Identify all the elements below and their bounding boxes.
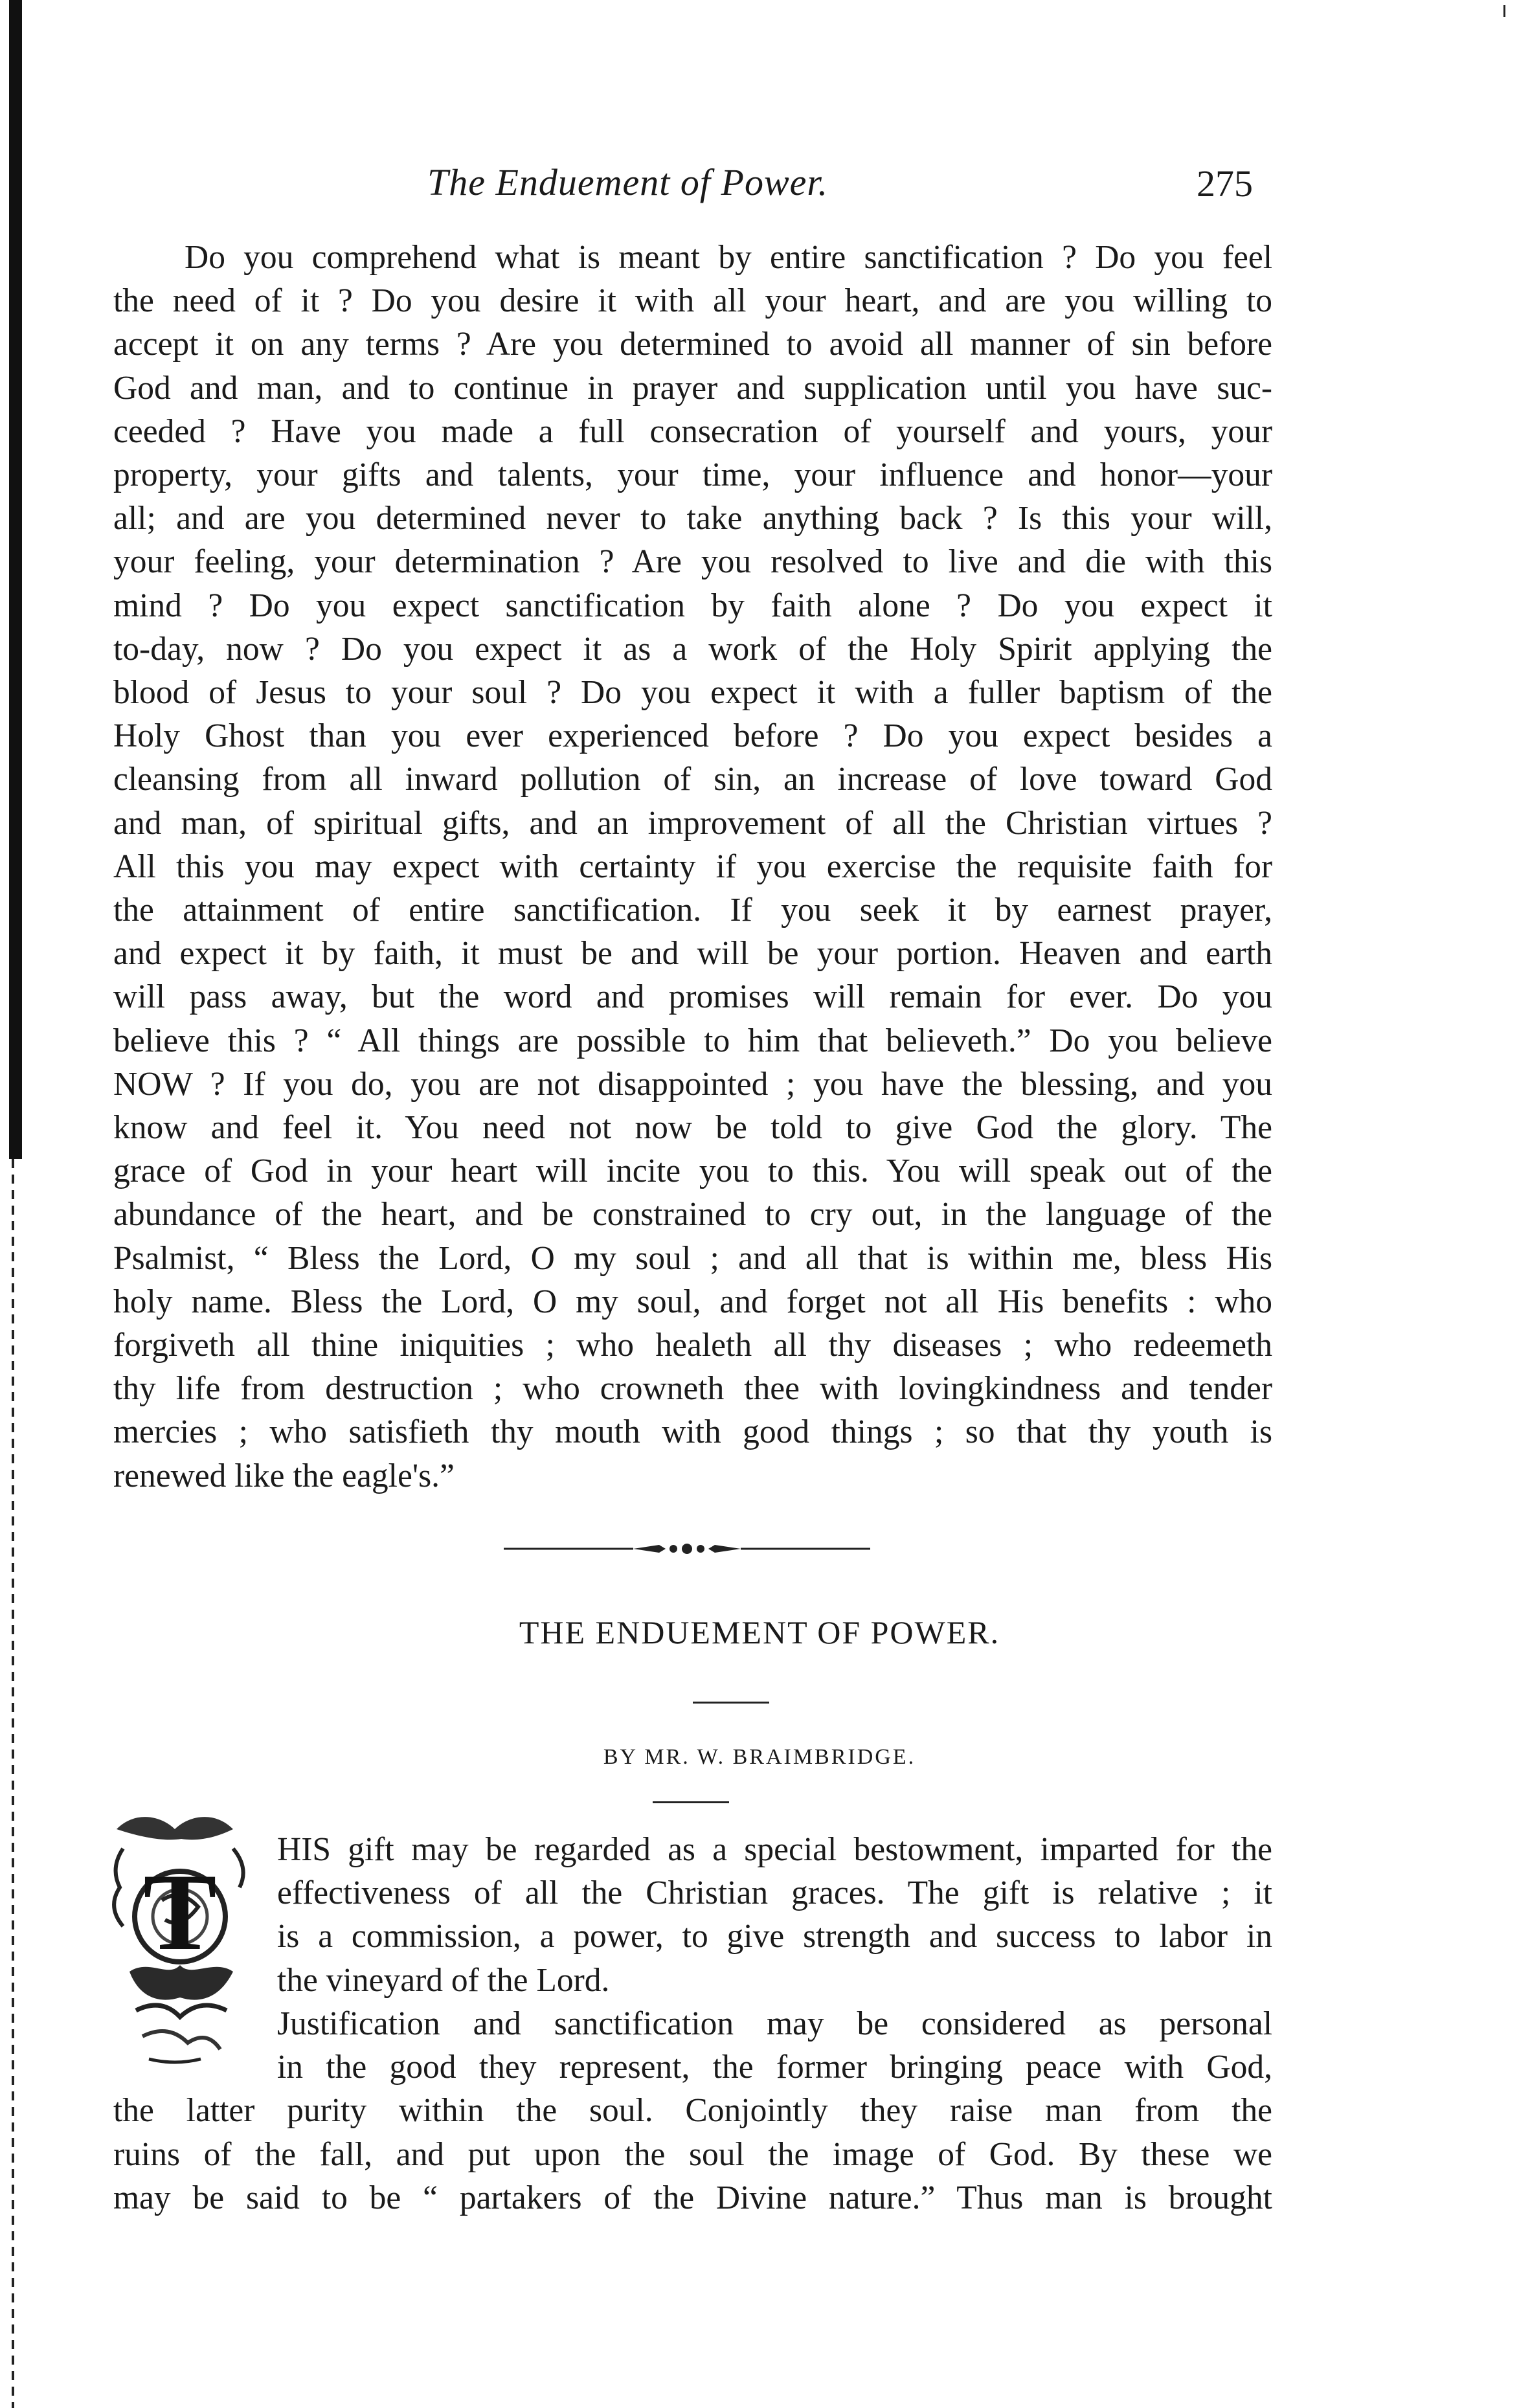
text-line: and expect it by faith, it must be and will be your portion. Heaven and earth: [113, 935, 1272, 973]
text-line: God and man, and to continue in prayer and supplication until you have suc-: [113, 369, 1272, 407]
edge-mark: [1503, 5, 1505, 17]
text-line: may be said to be “ partakers of the Divine nature.” Thus man is brought: [113, 2179, 1272, 2216]
text-line: the vineyard of the Lord.: [277, 1961, 610, 1999]
text-line: the need of it ? Do you desire it with all your heart, and are you willing to: [113, 282, 1272, 320]
running-head: The Enduement of Power.: [427, 161, 829, 203]
text-line: forgiveth all thine iniquities ; who healeth all thy diseases ; who redeemeth: [113, 1327, 1272, 1364]
text-line: will pass away, but the word and promises will remain for ever. Do you: [113, 978, 1272, 1016]
text-line: property, your gifts and talents, your time, your influence and honor—your: [113, 456, 1272, 494]
text-line: Justification and sanctification may be considered as personal: [277, 2005, 1272, 2042]
text-line: is a commission, a power, to give strength and success to labor in: [277, 1918, 1272, 1955]
text-line: to-day, now ? Do you expect it as a work of the Holy Spirit applying the: [113, 630, 1272, 668]
text-line: cleansing from all inward pollution of sin, an increase of love toward God: [113, 761, 1272, 798]
text-line: effectiveness of all the Christian graces. The gift is relative ; it: [277, 1874, 1272, 1912]
text-line: in the good they represent, the former bringing peace with God,: [277, 2049, 1272, 2086]
article-second-paragraph: [113, 2002, 1272, 2220]
text-line: all; and are you determined never to take anything back ? Is this your will,: [113, 500, 1272, 537]
text-line: HIS gift may be regarded as a special bestowment, imparted for the: [277, 1831, 1272, 1868]
text-line: ceeded ? Have you made a full consecration of yourself and yours, your: [113, 412, 1272, 450]
text-line: Holy Ghost than you ever experienced before ? Do you expect besides a: [113, 717, 1272, 755]
text-line: know and feel it. You need not now be told to give God the glory. The: [113, 1109, 1272, 1147]
text-line: and man, of spiritual gifts, and an improvement of all the Christian virtues ?: [113, 804, 1272, 842]
text-line: accept it on any terms ? Are you determined to avoid all manner of sin before: [113, 326, 1272, 363]
text-line: Psalmist, “ Bless the Lord, O my soul ; and all that is within me, bless His: [113, 1239, 1272, 1277]
page-number: 275: [1197, 163, 1253, 205]
text-line: ruins of the fall, and put upon the soul the image of God. By these we: [113, 2135, 1272, 2173]
text-line: holy name. Bless the Lord, O my soul, and forget not all His benefits : who: [113, 1283, 1272, 1320]
text-line: Do you comprehend what is meant by entire sanctification ? Do you feel: [185, 239, 1272, 276]
drop-cap-letter: T: [143, 1851, 217, 1973]
byline: BY MR. W. BRAIMBRIDGE.: [603, 1745, 916, 1769]
text-line: All this you may expect with certainty if you exercise the requisite faith for: [113, 848, 1272, 885]
text-line: the latter purity within the soul. Conjointly they raise man from the: [113, 2092, 1272, 2130]
text-line: abundance of the heart, and be constrained to cry out, in the language of the: [113, 1196, 1272, 1233]
article-first-paragraph: [277, 1828, 1272, 2002]
section-title: THE ENDUEMENT OF POWER.: [519, 1614, 1000, 1650]
text-line: grace of God in your heart will incite you to this. You will speak out of the: [113, 1153, 1272, 1190]
title-rule: [693, 1702, 769, 1704]
text-line: thy life from destruction ; who crowneth thee with lovingkindness and tender: [113, 1370, 1272, 1408]
byline-rule: [653, 1801, 729, 1803]
text-line: your feeling, your determination ? Are you resolved to live and die with this: [113, 543, 1272, 581]
text-line: mercies ; who satisfieth thy mouth with good things ; so that thy youth is: [113, 1413, 1272, 1451]
text-line: the attainment of entire sanctification. If you seek it by earnest prayer,: [113, 892, 1272, 929]
binding-edge-dashes: [12, 1159, 14, 2408]
article-continuation-paragraph: [113, 236, 1272, 1498]
binding-edge: [9, 0, 22, 1159]
section-divider-ornament: [504, 1541, 870, 1557]
text-line: believe this ? “ All things are possible to him that believeth.” Do you believe: [113, 1022, 1272, 1059]
text-line: renewed like the eagle's.”: [113, 1457, 455, 1494]
text-line: NOW ? If you do, you are not disappointed ; you have the blessing, and you: [113, 1065, 1272, 1103]
text-line: mind ? Do you expect sanctification by faith alone ? Do you expect it: [113, 587, 1272, 624]
text-line: blood of Jesus to your soul ? Do you expect it with a fuller baptism of the: [113, 674, 1272, 712]
